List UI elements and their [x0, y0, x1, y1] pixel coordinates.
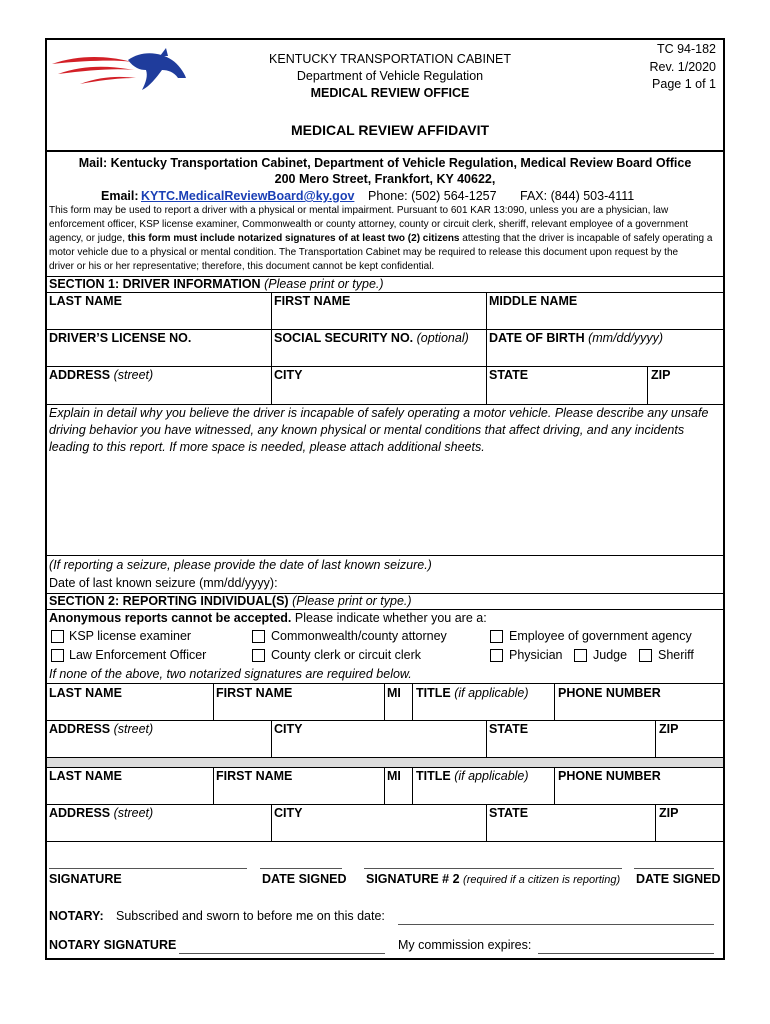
notary-signature-line[interactable]: [179, 953, 385, 954]
seizure-date-input[interactable]: [300, 574, 720, 590]
section2-heading: SECTION 2: REPORTING INDIVIDUAL(S) (Please print or type.): [49, 594, 412, 608]
intro-line-2: enforcement officer, KSP license examiner, Commonwealth or county attorney, county or circuit clerk, sheriff, relevant employee of a government: [49, 219, 689, 230]
reporter2-phone-label: PHONE NUMBER: [558, 769, 661, 783]
reporter2-first-name-label: FIRST NAME: [216, 769, 293, 783]
phone-text: Phone: (502) 564-1257: [368, 189, 497, 203]
none-above-note: If none of the above, two notarized signatures are required below.: [49, 667, 412, 681]
section1-heading: SECTION 1: DRIVER INFORMATION (Please print or type.): [49, 277, 384, 291]
driver-first-name-label: FIRST NAME: [274, 294, 351, 308]
reporter1-last-name-label: LAST NAME: [49, 686, 122, 700]
date-signed2-label: DATE SIGNED: [636, 872, 721, 886]
reporter2-state-label: STATE: [489, 806, 529, 820]
reporter2-address-label: ADDRESS (street): [49, 806, 154, 820]
department-name: Department of Vehicle Regulation: [296, 69, 484, 83]
notary-label: NOTARY:: [49, 909, 104, 923]
reporter2-zip-label: ZIP: [659, 806, 679, 820]
reporter1-phone-label: PHONE NUMBER: [558, 686, 661, 700]
form-title: MEDICAL REVIEW AFFIDAVIT: [290, 122, 490, 138]
signature2-line[interactable]: [364, 868, 622, 869]
date-signed-label: DATE SIGNED: [262, 872, 347, 886]
driver-state-label: STATE: [489, 368, 529, 382]
law-enforcement-checkbox[interactable]: [51, 649, 64, 662]
reporter2-mi-label: MI: [387, 769, 401, 783]
driver-address-label: ADDRESS (street): [49, 368, 154, 382]
gov-employee-checkbox[interactable]: [490, 630, 503, 643]
sheriff-checkbox[interactable]: [639, 649, 652, 662]
explanation-textarea[interactable]: [47, 458, 723, 554]
signature-label: SIGNATURE: [49, 872, 122, 886]
page-number: Page 1 of 1: [652, 77, 716, 91]
physician-checkbox[interactable]: [490, 649, 503, 662]
fax-text: FAX: (844) 503-4111: [520, 189, 635, 203]
mail-address-line: Mail: Kentucky Transportation Cabinet, Department of Vehicle Regulation, Medical Review Board Office: [78, 156, 692, 170]
ksp-examiner-checkbox[interactable]: [51, 630, 64, 643]
attorney-checkbox[interactable]: [252, 630, 265, 643]
reporter2-city-label: CITY: [274, 806, 303, 820]
commission-date-line[interactable]: [538, 953, 714, 954]
agency-name: KENTUCKY TRANSPORTATION CABINET: [269, 52, 511, 66]
intro-line-1: This form may be used to report a driver with a physical or mental impairment. Pursuant to 601 KAR 13:090, unless you are a physician, law: [49, 205, 669, 216]
reporter-separator: [47, 758, 723, 767]
driver-middle-name-label: MIDDLE NAME: [489, 294, 578, 308]
driver-dob-label: DATE OF BIRTH (mm/dd/yyyy): [489, 331, 664, 345]
reporter2-title-label: TITLE (if applicable): [416, 769, 529, 783]
seizure-note: (If reporting a seizure, please provide the date of last known seizure.): [49, 558, 432, 572]
date-signed-line[interactable]: [260, 868, 342, 869]
header-divider: [45, 150, 725, 152]
signature-line[interactable]: [49, 868, 247, 869]
driver-license-label: DRIVER’S LICENSE NO.: [49, 331, 192, 345]
reporter1-mi-label: MI: [387, 686, 401, 700]
office-name: MEDICAL REVIEW OFFICE: [310, 86, 470, 100]
notary-signature-label: NOTARY SIGNATURE: [49, 938, 177, 952]
explain-line-2: driving behavior you have witnessed, any known physical or mental conditions that affect driving, and any incidents: [49, 423, 685, 437]
judge-label: Judge: [593, 648, 628, 662]
gov-employee-label: Employee of government agency: [509, 629, 692, 643]
intro-line-4: motor vehicle due to a physical or mental condition. The Transportation Cabinet may be required to release this document upon request by the: [49, 247, 679, 258]
form-number: TC 94-182: [656, 42, 716, 56]
clerk-checkbox[interactable]: [252, 649, 265, 662]
ksp-examiner-label: KSP license examiner: [69, 629, 192, 643]
notary-date-line[interactable]: [398, 924, 714, 925]
judge-checkbox[interactable]: [574, 649, 587, 662]
reporter2-last-name-label: LAST NAME: [49, 769, 122, 783]
anonymous-note: Anonymous reports cannot be accepted. Please indicate whether you are a:: [49, 611, 487, 625]
reporter1-address-label: ADDRESS (street): [49, 722, 154, 736]
kytc-horse-logo-icon: [50, 48, 190, 94]
email-link[interactable]: KYTC.MedicalReviewBoard@ky.gov: [141, 189, 355, 203]
commission-label: My commission expires:: [398, 938, 532, 952]
explain-line-3: leading to this report. If more space is needed, please attach additional sheets.: [49, 440, 485, 454]
notary-text: Subscribed and sworn to before me on this date:: [116, 909, 385, 923]
intro-line-5: driver or his or her representative; therefore, this document cannot be kept confidential.: [49, 261, 435, 272]
attorney-label: Commonwealth/county attorney: [271, 629, 447, 643]
explain-line-1: Explain in detail why you believe the driver is incapable of safely operating a motor vehicle. Please describe any unsafe: [49, 406, 709, 420]
mail-street-line: 200 Mero Street, Frankfort, KY 40622,: [274, 172, 496, 186]
signature2-label: SIGNATURE # 2 (required if a citizen is reporting): [366, 872, 621, 886]
revision: Rev. 1/2020: [649, 60, 716, 74]
clerk-label: County clerk or circuit clerk: [271, 648, 422, 662]
date-signed2-line[interactable]: [634, 868, 714, 869]
driver-zip-label: ZIP: [651, 368, 671, 382]
sheriff-label: Sheriff: [658, 648, 694, 662]
reporter1-first-name-label: FIRST NAME: [216, 686, 293, 700]
driver-city-label: CITY: [274, 368, 303, 382]
seizure-date-label: Date of last known seizure (mm/dd/yyyy):: [49, 576, 278, 590]
driver-ssn-label: SOCIAL SECURITY NO. (optional): [274, 331, 469, 345]
reporter1-city-label: CITY: [274, 722, 303, 736]
reporter1-title-label: TITLE (if applicable): [416, 686, 529, 700]
intro-line-3: agency, or judge, this form must include notarized signatures of at least two (2) citizens attesting that the driver is incapable of safely operating a: [49, 233, 713, 244]
law-enforcement-label: Law Enforcement Officer: [69, 648, 207, 662]
email-label: Email:: [101, 189, 139, 203]
reporter1-state-label: STATE: [489, 722, 529, 736]
reporter1-zip-label: ZIP: [659, 722, 679, 736]
driver-last-name-label: LAST NAME: [49, 294, 122, 308]
physician-label: Physician: [509, 648, 563, 662]
